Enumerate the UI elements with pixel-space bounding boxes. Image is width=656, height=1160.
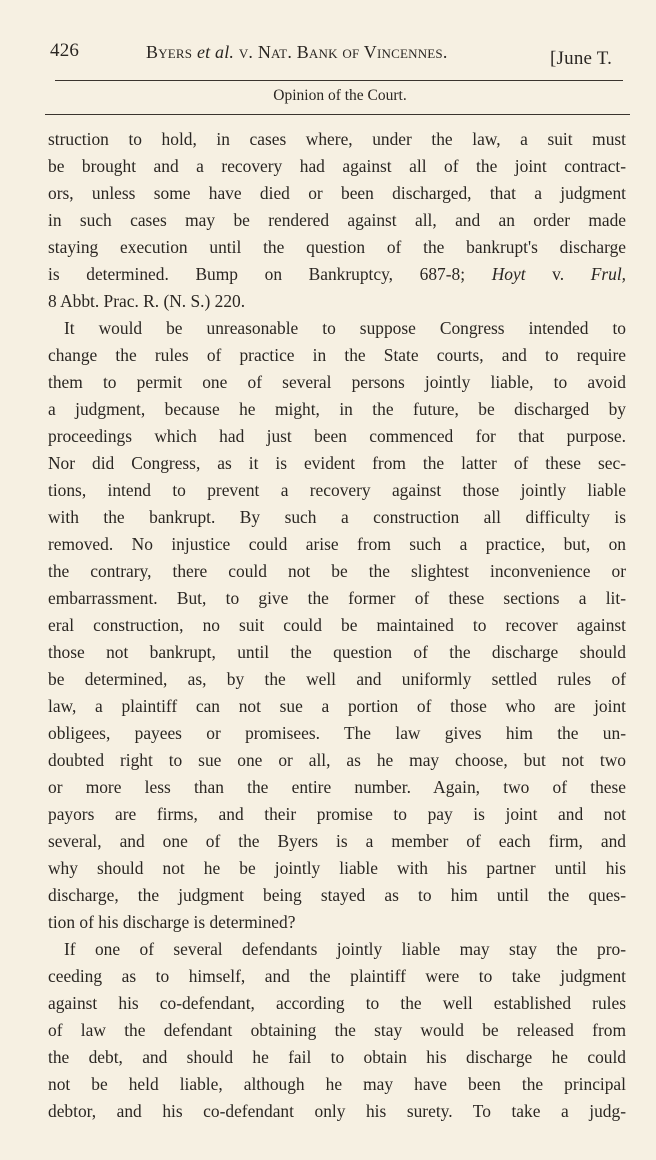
text-line: discharge, the judgment being stayed as to him until the ques- [48,885,626,905]
text-line: law, a plaintiff can not sue a portion of those who are joint [48,696,626,716]
case-title-italic: et al. [196,42,235,62]
citation-case-name-2: Frul, [590,264,626,284]
text-line: several, and one of the Byers is a member of each firm, and [48,831,626,851]
text-line: If one of several defendants jointly liable may stay the pro- [64,939,626,959]
text-line: eral construction, no suit could be maintained to recover against [48,615,626,635]
citation-versus: v. [525,264,591,284]
text-line: why should not he be jointly liable with his partner until his [48,858,626,878]
text-line: be brought and a recovery had against all of the joint contract- [48,156,626,176]
running-head [50,40,630,74]
term-label: [June T. [550,48,613,69]
paragraph-2 [48,315,626,936]
case-title-part2: v. Nat. Bank of Vincennes. [234,42,448,62]
text-line: payors are firms, and their promise to pay is joint and not [48,804,626,824]
text-line: against his co-defendant, according to the well established rules [48,993,626,1013]
text-line: be determined, as, by the well and uniformly settled rules of [48,669,626,689]
text-line: tion of his discharge is determined? [48,912,296,932]
section-rule [45,114,630,115]
text-line: them to permit one of several persons jointly liable, to avoid [48,372,626,392]
text-line: not be held liable, although he may have been the principal [48,1074,626,1094]
opinion-text [48,126,626,1125]
text-line: in such cases may be rendered against all, and an order made [48,210,626,230]
text-line: struction to hold, in cases where, under the law, a suit must [48,129,626,149]
text-line: 8 Abbt. Prac. R. (N. S.) 220. [48,291,246,311]
text-line: ors, unless some have died or been discharged, that a judgment [48,183,626,203]
text-line: proceedings which had just been commenced for that purpose. [48,426,626,446]
text-line: change the rules of practice in the State courts, and to require [48,345,626,365]
text-line: removed. No injustice could arise from such a practice, but, on [48,534,626,554]
text-line: tions, intend to prevent a recovery against those jointly liable [48,480,626,500]
text-line: It would be unreasonable to suppose Congress intended to [64,318,626,338]
case-title-part1: Byers [146,42,197,62]
paragraph-1 [48,126,626,315]
header-rule [55,80,623,81]
text-line: a judgment, because he might, in the future, be discharged by [48,399,626,419]
text-line: those not bankrupt, until the question of the discharge should [48,642,626,662]
page-number: 426 [50,40,80,61]
text-line: Nor did Congress, as it is evident from the latter of these sec- [48,453,626,473]
citation-line [48,261,626,288]
text-line: debtor, and his co-defendant only his surety. To take a judg- [48,1101,626,1121]
case-title [146,42,448,63]
text-line: staying execution until the question of the bankrupt's discharge [48,237,626,257]
text-line: the debt, and should he fail to obtain his discharge he could [48,1047,626,1067]
section-heading: Opinion of the Court. [273,87,407,104]
paragraph-3 [48,936,626,1125]
citation-case-name: Hoyt [491,264,526,284]
text-line: with the bankrupt. By such a construction all difficulty is [48,507,626,527]
text-line: or more less than the entire number. Again, two of these [48,777,626,797]
text-line: the contrary, there could not be the slightest inconvenience or [48,561,626,581]
text-line: obligees, payees or promisees. The law gives him the un- [48,723,626,743]
text-line: doubted right to sue one or all, as he may choose, but not two [48,750,626,770]
text-line: of law the defendant obtaining the stay would be released from [48,1020,626,1040]
citation-text: is determined. Bump on Bankruptcy, 687-8; [48,264,466,284]
text-line: embarrassment. But, to give the former of these sections a lit- [48,588,626,608]
text-line: ceeding as to himself, and the plaintiff were to take judgment [48,966,626,986]
